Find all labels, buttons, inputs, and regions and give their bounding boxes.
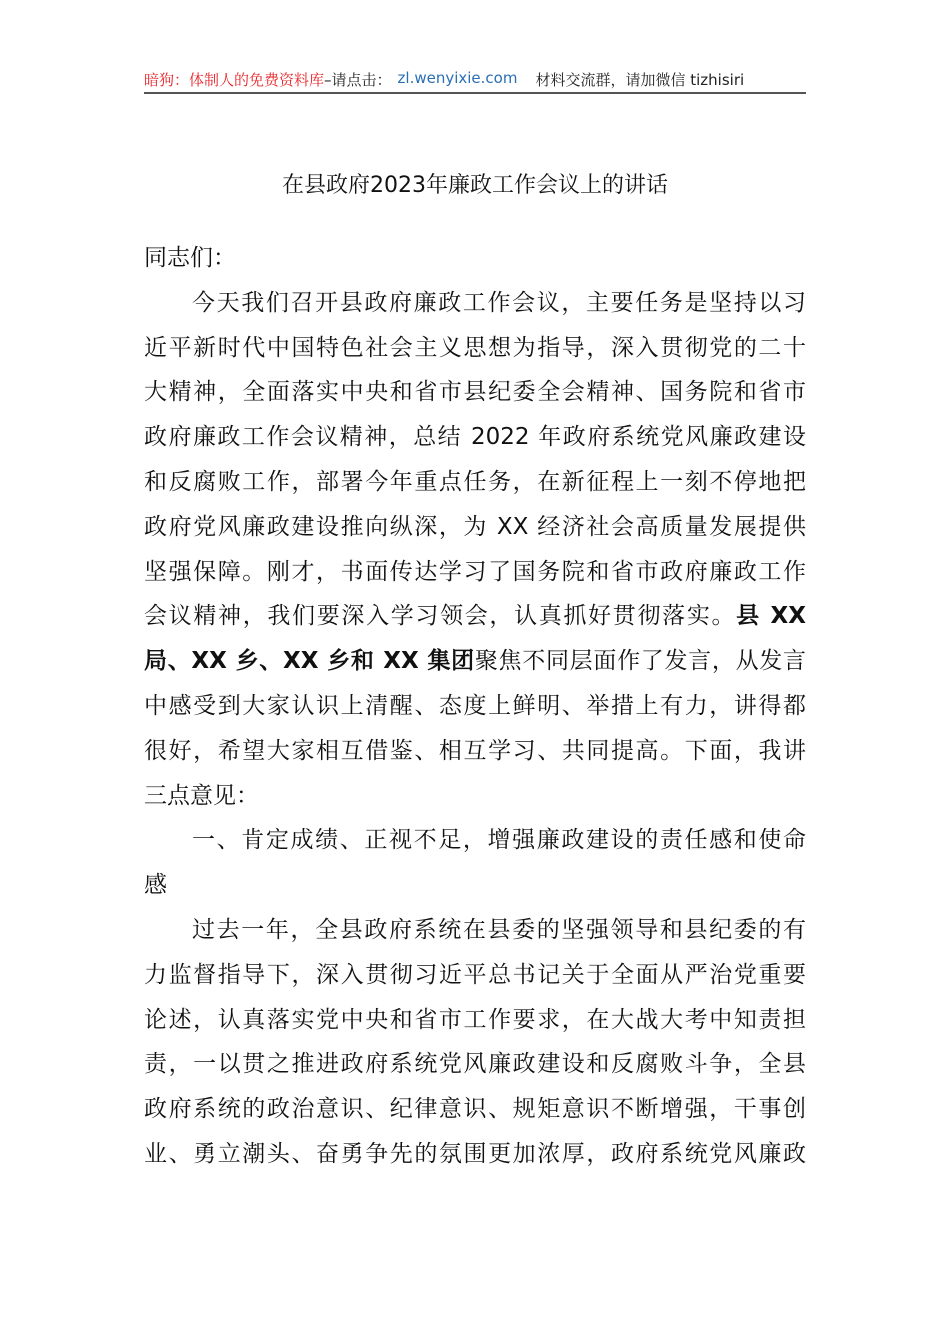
text-line: [144, 1132, 806, 1177]
text-line: [144, 639, 806, 684]
text-segment: 论述，认真落实党中央和省市工作要求，在大战大考中知责担: [144, 1006, 806, 1033]
text-line: [144, 1042, 806, 1087]
text-segment: 聚焦不同层面作了发言，从发言: [474, 648, 806, 675]
text-line: [144, 370, 806, 415]
text-segment: 很好，希望大家相互借鉴、相互学习、共同提高。下面，我讲: [144, 737, 806, 764]
site-link[interactable]: zl.wenyixie.com: [397, 69, 518, 87]
header-divider: [144, 92, 806, 94]
text-line: [144, 774, 806, 819]
text-segment: 过去一年，全县政府系统在县委的坚强领导和县纪委的有: [192, 916, 806, 943]
text-segment: 业、勇立潮头、奋勇争先的氛围更加浓厚，政府系统党风廉政: [144, 1140, 806, 1167]
text-line: [144, 505, 806, 550]
document-body: [144, 236, 806, 1177]
bold-text: 县 XX: [736, 603, 806, 630]
click-prompt: –请点击：: [324, 71, 392, 89]
text-line: [144, 729, 806, 774]
bold-text: 局、XX 乡、XX 乡和 XX 集团: [144, 648, 475, 675]
text-line: [144, 326, 806, 371]
text-segment: 政府党风廉政建设推向纵深，为 XX 经济社会高质量发展提供: [144, 513, 806, 540]
text-segment: 政府系统的政治意识、纪律意识、规矩意识不断增强，干事创: [144, 1096, 806, 1123]
text-segment: 和反腐败工作，部署今年重点任务，在新征程上一刻不停地把: [144, 468, 806, 495]
text-segment: 政府廉政工作会议精神，总结 2022 年政府系统党风廉政建设: [144, 424, 806, 451]
text-segment: 力监督指导下，深入贯彻习近平总书记关于全面从严治党重要: [144, 961, 806, 988]
site-name: 暗狗：体制人的免费资料库: [144, 71, 325, 89]
text-line: [144, 998, 806, 1043]
text-line: [144, 236, 806, 281]
text-line: [144, 684, 806, 729]
text-segment: 三点意见：: [144, 782, 259, 809]
text-segment: 同志们：: [144, 245, 236, 271]
text-segment: 中感受到大家认识上清醒、态度上鲜明、举措上有力，讲得都: [144, 692, 806, 719]
text-line: [144, 415, 806, 460]
text-line: [144, 281, 806, 326]
text-segment: 今天我们召开县政府廉政工作会议，主要任务是坚持以习: [192, 289, 806, 316]
text-segment: 感: [144, 872, 167, 899]
text-segment: 会议精神，我们要深入学习领会，认真抓好贯彻落实。: [144, 603, 737, 630]
text-segment: 责，一以贯之推进政府系统党风廉政建设和反腐败斗争，全县: [144, 1051, 806, 1078]
wechat-note: 材料交流群，请加微信 tizhisiri: [535, 71, 745, 89]
document-title: 在县政府2023年廉政工作会议上的讲话: [282, 173, 668, 198]
watermark-header: [144, 69, 806, 90]
text-line: [144, 594, 806, 639]
text-segment: 坚强保障。刚才，书面传达学习了国务院和省市政府廉政工作: [144, 558, 806, 585]
text-segment: 一、肯定成绩、正视不足，增强廉政建设的责任感和使命: [192, 827, 806, 854]
text-line: [144, 818, 806, 863]
text-line: [144, 953, 806, 998]
text-segment: 大精神，全面落实中央和省市县纪委全会精神、国务院和省市: [144, 379, 806, 406]
text-line: [144, 908, 806, 953]
text-line: [144, 1087, 806, 1132]
text-segment: 近平新时代中国特色社会主义思想为指导，深入贯彻党的二十: [144, 334, 806, 361]
text-line: [144, 863, 806, 908]
text-line: [144, 460, 806, 505]
text-line: [144, 550, 806, 595]
